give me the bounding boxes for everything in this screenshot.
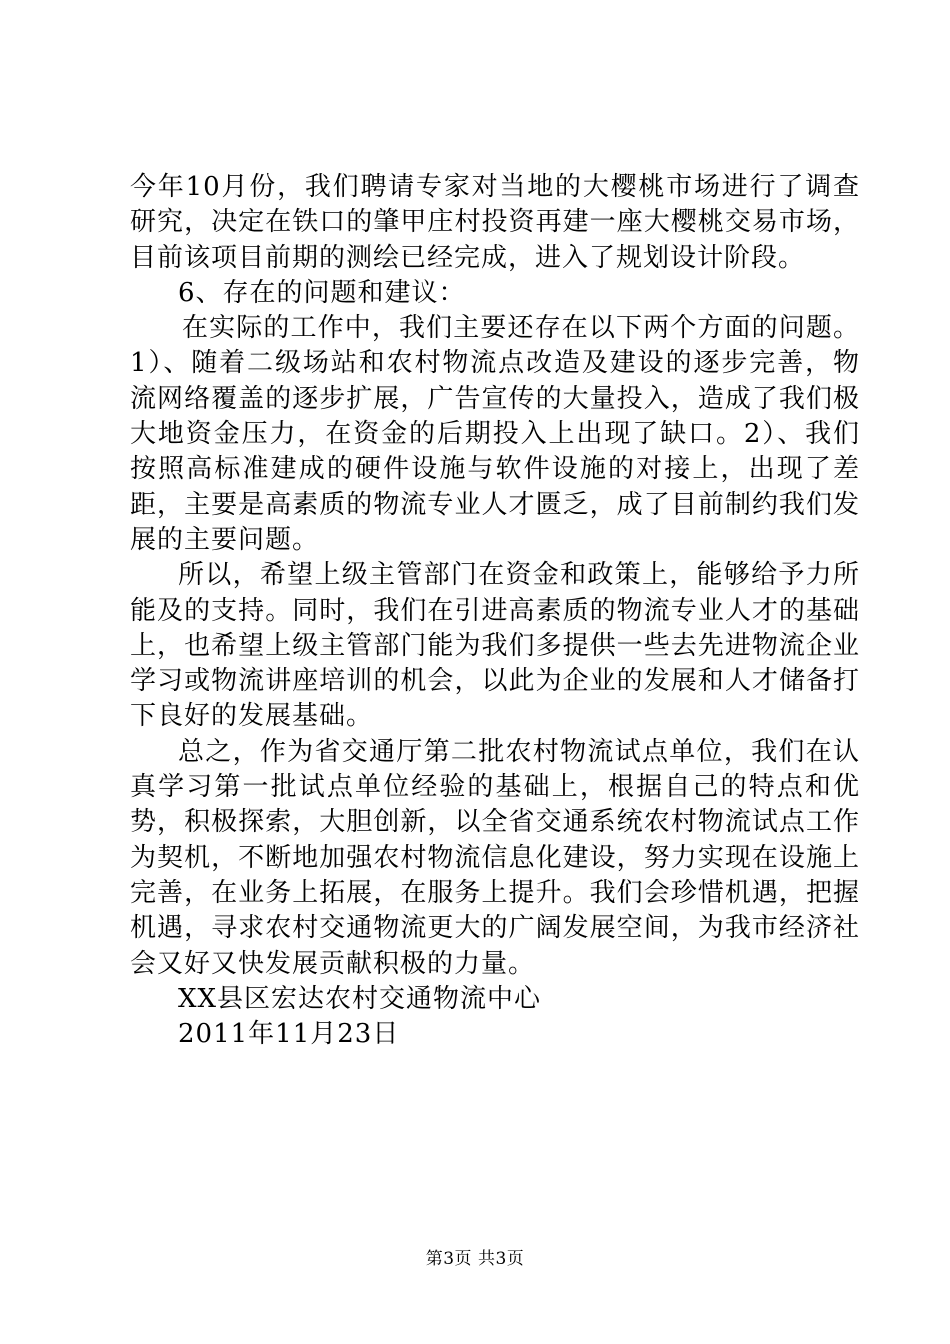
paragraph-conclusion: 总之，作为省交通厅第二批农村物流试点单位，我们在认真学习第一批试点单位经验的基础上，根据自己的特点和优势，积极探索，大胆创新，以全省交通系统农村物流试点工作为契机，不断地加强农村物流信息化建设，努力实现在设施上完善，在业务上拓展，在服务上提升。我们会珍惜机遇，把握机遇，寻求农村交通物流更大的广阔发展空间，为我市经济社会又好又快发展贡献积极的力量。 [130,736,860,979]
page-number-footer: 第3页 共3页 [425,1249,525,1269]
paragraph-market-investment: 今年10月份，我们聘请专家对当地的大樱桃市场进行了调查研究，决定在铁口的肇甲庄村投资再建一座大樱桃交易市场，目前该项目前期的测绘已经完成，进入了规划设计阶段。 [130,172,860,273]
signature-organization: XX县区宏达农村交通物流中心 [178,983,542,1014]
section-heading-problems: 6、存在的问题和建议： [178,277,466,308]
paragraph-problems: 在实际的工作中，我们主要还存在以下两个方面的问题。1）、随着二级场站和农村物流点改造及建设的逐步完善，物流网络覆盖的逐步扩展，广告宣传的大量投入，造成了我们极大地资金压力，在资金的后期投入上出现了缺口。2）、我们按照高标准建成的硬件设施与软件设施的对接上，出现了差距，主要是高素质的物流专业人才匮乏，成了目前制约我们发展的主要问题。 [130,313,860,555]
signature-date: 2011年11月23日 [178,1019,400,1050]
document-body [130,170,860,1052]
paragraph-suggestions: 所以，希望上级主管部门在资金和政策上，能够给予力所能及的支持。同时，我们在引进高素质的物流专业人才的基础上，也希望上级主管部门能为我们多提供一些去先进物流企业学习或物流讲座培训的机会，以此为企业的发展和人才储备打下良好的发展基础。 [130,560,860,732]
